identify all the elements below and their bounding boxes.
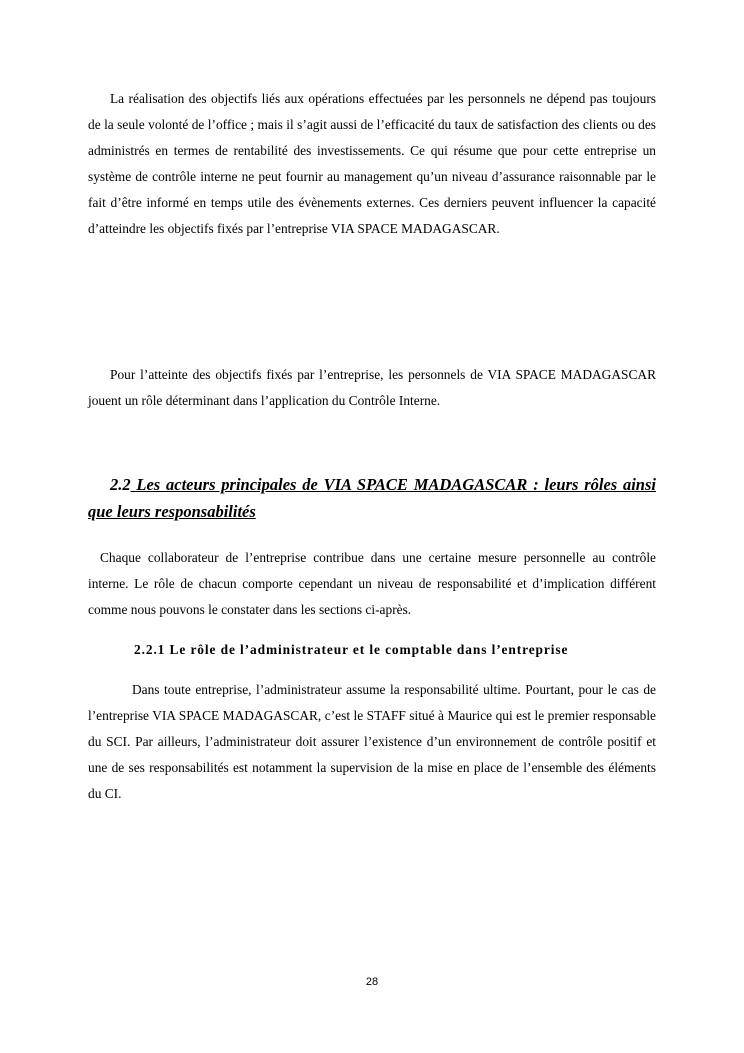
subsection-heading: 2.2.1 Le rôle de l’administrateur et le comptable dans l’entreprise bbox=[134, 642, 569, 657]
section-title: Les acteurs principales de VIA SPACE MADAGASCAR : leurs rôles ainsi que leurs responsabilités bbox=[88, 475, 656, 521]
page-number: 28 bbox=[365, 976, 379, 988]
section-number: 2.2 bbox=[110, 475, 131, 494]
section-heading bbox=[88, 471, 656, 525]
paragraph-personnel-role: Pour l’atteinte des objectifs fixés par l’entreprise, les personnels de VIA SPACE MADAGASCAR jouent un rôle déterminant dans l’application du Contrôle Interne. bbox=[88, 367, 656, 408]
paragraph-objectives: La réalisation des objectifs liés aux opérations effectuées par les personnels ne dépend pas toujours de la seule volonté de l’office ; mais il s’agit aussi de l’efficacité du taux de satisfaction des clients ou des administrés en termes de rentabilité des investissements. Ce qui résume que pour cette entreprise un système de contrôle interne ne peut fournir au management qu’un niveau d’assurance raisonnable par le fait d’être informé en temps utile des évènements externes. Ces derniers peuvent influencer la capacité d’atteindre les objectifs fixés par l’entreprise VIA SPACE MADAGASCAR. bbox=[88, 91, 656, 236]
paragraph-administrator: Dans toute entreprise, l’administrateur assume la responsabilité ultime. Pourtant, pour le cas de l’entreprise VIA SPACE MADAGASCAR, c’est le STAFF situé à Maurice qui est le premier responsable du SCI. Par ailleurs, l’administrateur doit assurer l’existence d’un environnement de contrôle positif et une de ses responsabilités est notamment la supervision de la mise en place de l’ensemble des éléments du CI. bbox=[88, 682, 656, 801]
paragraph-collaborators: Chaque collaborateur de l’entreprise contribue dans une certaine mesure personnelle au contrôle interne. Le rôle de chacun comporte cependant un niveau de responsabilité et d’implication différent comme nous pouvons le constater dans les sections ci-après. bbox=[88, 550, 656, 617]
